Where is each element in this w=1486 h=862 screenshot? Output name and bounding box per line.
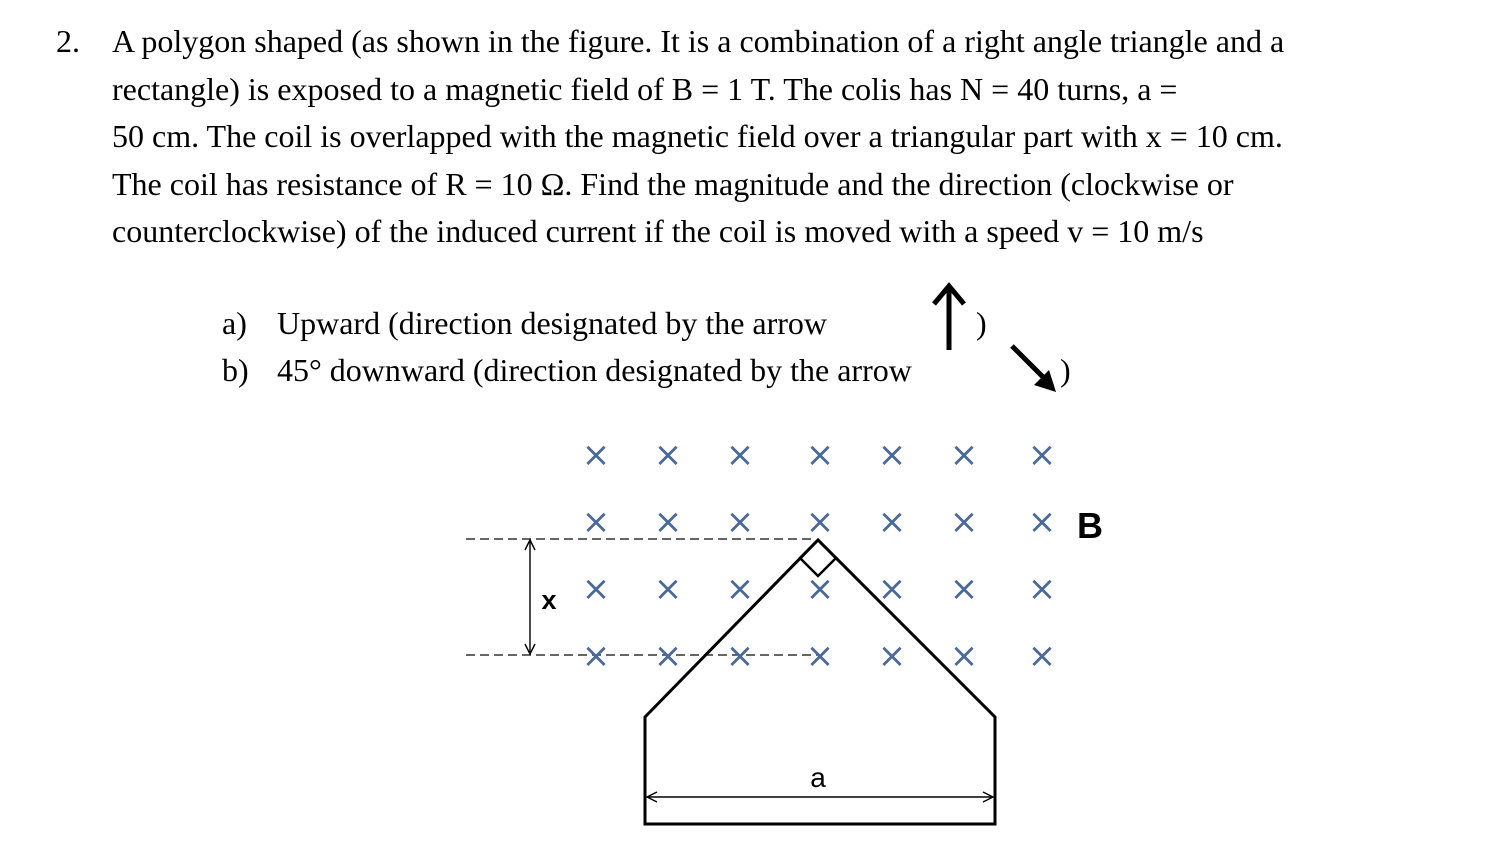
problem-line-2: rectangle) is exposed to a magnetic field of B = 1 T. The colis has N = 40 turns, a = (112, 70, 1178, 107)
field-marker-2-6: × (1027, 569, 1057, 609)
problem-line-4: The coil has resistance of R = 10 Ω. Find the magnitude and the direction (clockwise or (112, 165, 1234, 202)
field-marker-2-0: × (581, 569, 611, 609)
problem-number: 2. (56, 23, 80, 59)
field-label-b: B (1077, 505, 1103, 546)
field-marker-0-5: × (949, 435, 979, 475)
field-marker-0-6: × (1027, 435, 1057, 475)
field-boundary-lines (466, 539, 822, 655)
part-b-label: b) (222, 352, 249, 388)
field-marker-0-3: × (805, 435, 835, 475)
up-arrow-icon (934, 286, 964, 350)
a-label: a (810, 762, 826, 793)
field-marker-2-5: × (949, 569, 979, 609)
part-a-text: Upward (direction designated by the arrow (277, 305, 828, 341)
down-right-arrow-icon (1012, 346, 1056, 392)
magnetic-field-markers (582, 435, 1057, 676)
field-marker-3-0: × (581, 636, 611, 676)
field-marker-1-5: × (949, 502, 979, 542)
field-marker-0-1: × (653, 435, 683, 475)
part-a-close: ) (976, 305, 987, 341)
field-marker-3-2: × (725, 636, 755, 676)
field-marker-2-3: × (805, 569, 835, 609)
problem-line-5: counterclockwise) of the induced current if the coil is moved with a speed v = 10 m/s (112, 213, 1204, 249)
a-dimension-arrow (647, 792, 993, 802)
field-marker-1-6: × (1027, 502, 1057, 542)
problem-line-1: A polygon shaped (as shown in the figure. It is a combination of a right angle triangle and a (112, 23, 1285, 59)
x-dimension-arrow (525, 540, 535, 654)
field-marker-3-3: × (805, 636, 835, 676)
field-marker-2-4: × (877, 569, 907, 609)
field-marker-3-5: × (949, 636, 979, 676)
field-marker-2-1: × (653, 569, 683, 609)
field-marker-0-4: × (877, 435, 907, 475)
field-marker-3-1: × (653, 636, 683, 676)
field-marker-1-3: × (805, 502, 835, 542)
part-b-text: 45° downward (direction designated by the arrow (277, 352, 912, 388)
field-marker-0-0: × (581, 435, 611, 475)
x-label: x (541, 585, 557, 615)
field-marker-0-2: × (725, 435, 755, 475)
field-marker-2-2: × (725, 569, 755, 609)
field-marker-1-4: × (877, 502, 907, 542)
field-marker-3-6: × (1027, 636, 1057, 676)
part-a-label: a) (222, 305, 247, 341)
field-marker-1-1: × (653, 502, 683, 542)
part-b-close: ) (1060, 352, 1071, 388)
field-marker-3-4: × (877, 636, 907, 676)
problem-line-3: 50 cm. The coil is overlapped with the magnetic field over a triangular part with x = 10 cm. (112, 118, 1283, 154)
field-marker-1-2: × (725, 502, 755, 542)
field-marker-1-0: × (581, 502, 611, 542)
